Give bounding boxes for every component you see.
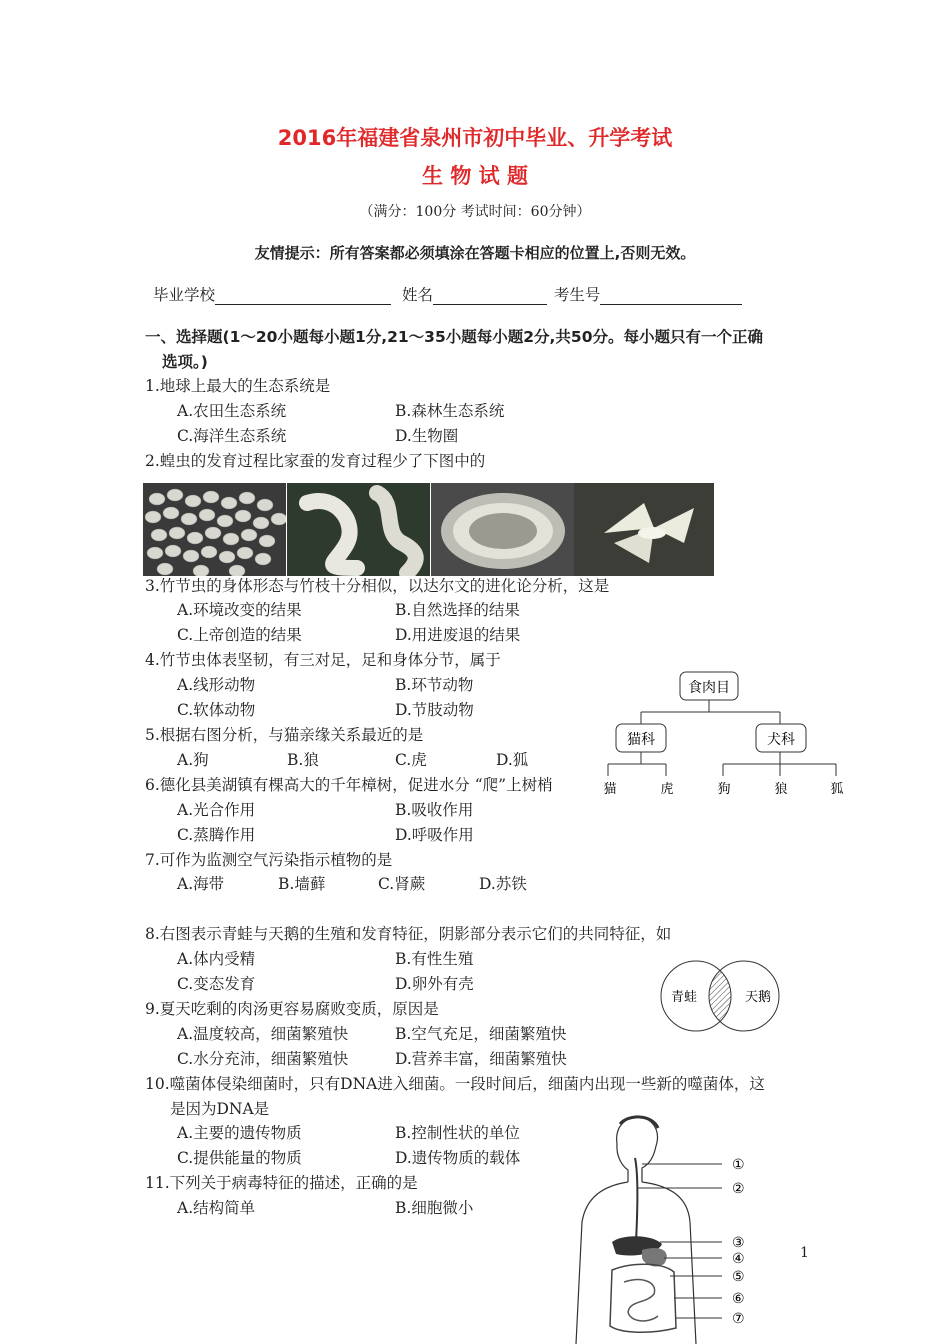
q3-stem: 3.竹节虫的身体形态与竹枝十分相似，以达尔文的进化论分析，这是 [145, 577, 610, 595]
q1-option-d[interactable]: D.生物圈 [395, 427, 459, 445]
notice: 友情提示：所有答案都必须填涂在答题卡相应的位置上,否则无效。 [254, 244, 696, 262]
q6-option-d[interactable]: D.呼吸作用 [395, 826, 474, 844]
q4-option-b[interactable]: B.环节动物 [395, 676, 474, 694]
q6-option-c[interactable]: C.蒸腾作用 [177, 826, 256, 844]
tree-family-dog: 犬科 [767, 732, 795, 748]
q1-option-a[interactable]: A.农田生态系统 [177, 402, 287, 420]
exam-no-input[interactable] [600, 288, 742, 305]
q1-option-c[interactable]: C.海洋生态系统 [177, 427, 287, 445]
pupa-photo [431, 483, 574, 576]
venn-swan: 天鹅 [744, 990, 772, 1005]
section-title: 一、选择题(1～20小题每小题1分,21～35小题每小题2分,共50分。每小题只有一个正确 [145, 328, 763, 346]
q1-option-b[interactable]: B.森林生态系统 [395, 402, 505, 420]
label-6: ⑥ [732, 1291, 745, 1307]
adult-moth-photo [574, 483, 714, 576]
eggs-photo [143, 483, 286, 576]
tree-leaf-dog: 狗 [717, 782, 731, 797]
tree-root: 食肉目 [688, 680, 730, 696]
q7-option-a[interactable]: A.海带 [177, 875, 225, 893]
q9-option-a[interactable]: A.温度较高，细菌繁殖快 [177, 1025, 349, 1043]
q5-stem: 5.根据右图分析，与猫亲缘关系最近的是 [145, 726, 424, 744]
label-7: ⑦ [732, 1311, 745, 1327]
subject-title: 生 物 试 题 [422, 164, 528, 188]
name-input[interactable] [433, 288, 547, 305]
q9-stem: 9.夏天吃剩的肉汤更容易腐败变质，原因是 [145, 1000, 439, 1018]
label-1: ① [732, 1157, 745, 1173]
q10-option-d[interactable]: D.遗传物质的载体 [395, 1149, 521, 1167]
q8-stem: 8.右图表示青蛙与天鹅的生殖和发育特征，阴影部分表示它们的共同特征，如 [145, 925, 672, 943]
q8-option-d[interactable]: D.卵外有壳 [395, 975, 474, 993]
q3-option-d[interactable]: D.用进废退的结果 [395, 626, 521, 644]
tree-leaf-cat: 猫 [603, 782, 617, 797]
q9-option-d[interactable]: D.营养丰富，细菌繁殖快 [395, 1050, 567, 1068]
q11-option-a[interactable]: A.结构简单 [177, 1199, 256, 1217]
label-4: ④ [732, 1251, 745, 1267]
info-fields [153, 283, 742, 305]
q7-option-d[interactable]: D.苏铁 [479, 875, 527, 893]
q10-option-c[interactable]: C.提供能量的物质 [177, 1149, 302, 1167]
name-label: 姓名 [401, 286, 433, 304]
tree-leaf-tiger: 虎 [660, 782, 674, 797]
q7-option-c[interactable]: C.肾蕨 [378, 875, 426, 893]
q1-stem: 1.地球上最大的生态系统是 [145, 377, 331, 395]
section-title-cont: 选项。) [162, 353, 208, 371]
q3-option-c[interactable]: C.上帝创造的结果 [177, 626, 302, 644]
q9-option-c[interactable]: C.水分充沛，细菌繁殖快 [177, 1050, 349, 1068]
q4-option-c[interactable]: C.软体动物 [177, 701, 256, 719]
q4-option-d[interactable]: D.节肢动物 [395, 701, 474, 719]
tree-family-cat: 猫科 [627, 732, 655, 748]
q10-stem: 10.噬菌体侵染细菌时，只有DNA进入细菌。一段时间后，细菌内出现一些新的噬菌体，这 [145, 1075, 765, 1093]
q10-option-b[interactable]: B.控制性状的单位 [395, 1124, 520, 1142]
exam-title: 2016年福建省泉州市初中毕业、升学考试 [277, 126, 673, 150]
page-number: 1 [800, 1245, 809, 1261]
label-2: ② [732, 1181, 745, 1197]
larvae-photo [287, 483, 430, 576]
q5-option-a[interactable]: A.狗 [177, 751, 209, 769]
tree-leaf-fox: 狐 [830, 782, 844, 797]
q8-option-c[interactable]: C.变态发育 [177, 975, 256, 993]
q7-option-b[interactable]: B.墙藓 [278, 875, 326, 893]
q8-option-a[interactable]: A.体内受精 [177, 950, 256, 968]
school-label: 毕业学校 [153, 286, 216, 304]
exam-no-label: 考生号 [553, 286, 601, 304]
q6-option-a[interactable]: A.光合作用 [177, 801, 256, 819]
q11-option-b[interactable]: B.细胞微小 [395, 1199, 474, 1217]
q10-option-a[interactable]: A.主要的遗传物质 [177, 1124, 302, 1142]
classification-tree [598, 668, 850, 800]
q6-stem: 6.德化县美湖镇有棵高大的千年樟树，促进水分 “爬”上树梢 [145, 776, 553, 794]
q3-option-b[interactable]: B.自然选择的结果 [395, 601, 520, 619]
q5-option-c[interactable]: C.虎 [395, 751, 427, 769]
q5-option-b[interactable]: B.狼 [287, 751, 319, 769]
venn-diagram [656, 958, 786, 1034]
q10-stem-cont: 是因为DNA是 [170, 1100, 270, 1118]
q4-stem: 4.竹节虫体表坚韧，有三对足，足和身体分节，属于 [145, 651, 501, 669]
digestive-system-diagram [572, 1112, 782, 1344]
q2-stem: 2.蝗虫的发育过程比家蚕的发育过程少了下图中的 [145, 452, 486, 470]
label-5: ⑤ [732, 1269, 745, 1285]
q5-option-d[interactable]: D.狐 [496, 751, 529, 769]
exam-meta: （满分：100分 考试时间：60分钟） [359, 204, 591, 220]
q9-option-b[interactable]: B.空气充足，细菌繁殖快 [395, 1025, 567, 1043]
label-3: ③ [732, 1235, 745, 1251]
q4-option-a[interactable]: A.线形动物 [177, 676, 256, 694]
q3-option-a[interactable]: A.环境改变的结果 [177, 601, 302, 619]
q7-stem: 7.可作为监测空气污染指示植物的是 [145, 851, 393, 869]
q6-option-b[interactable]: B.吸收作用 [395, 801, 474, 819]
tree-leaf-wolf: 狼 [774, 782, 788, 797]
q8-option-b[interactable]: B.有性生殖 [395, 950, 474, 968]
q11-stem: 11.下列关于病毒特征的描述，正确的是 [145, 1174, 418, 1192]
venn-frog: 青蛙 [670, 990, 698, 1005]
school-input[interactable] [215, 288, 391, 305]
